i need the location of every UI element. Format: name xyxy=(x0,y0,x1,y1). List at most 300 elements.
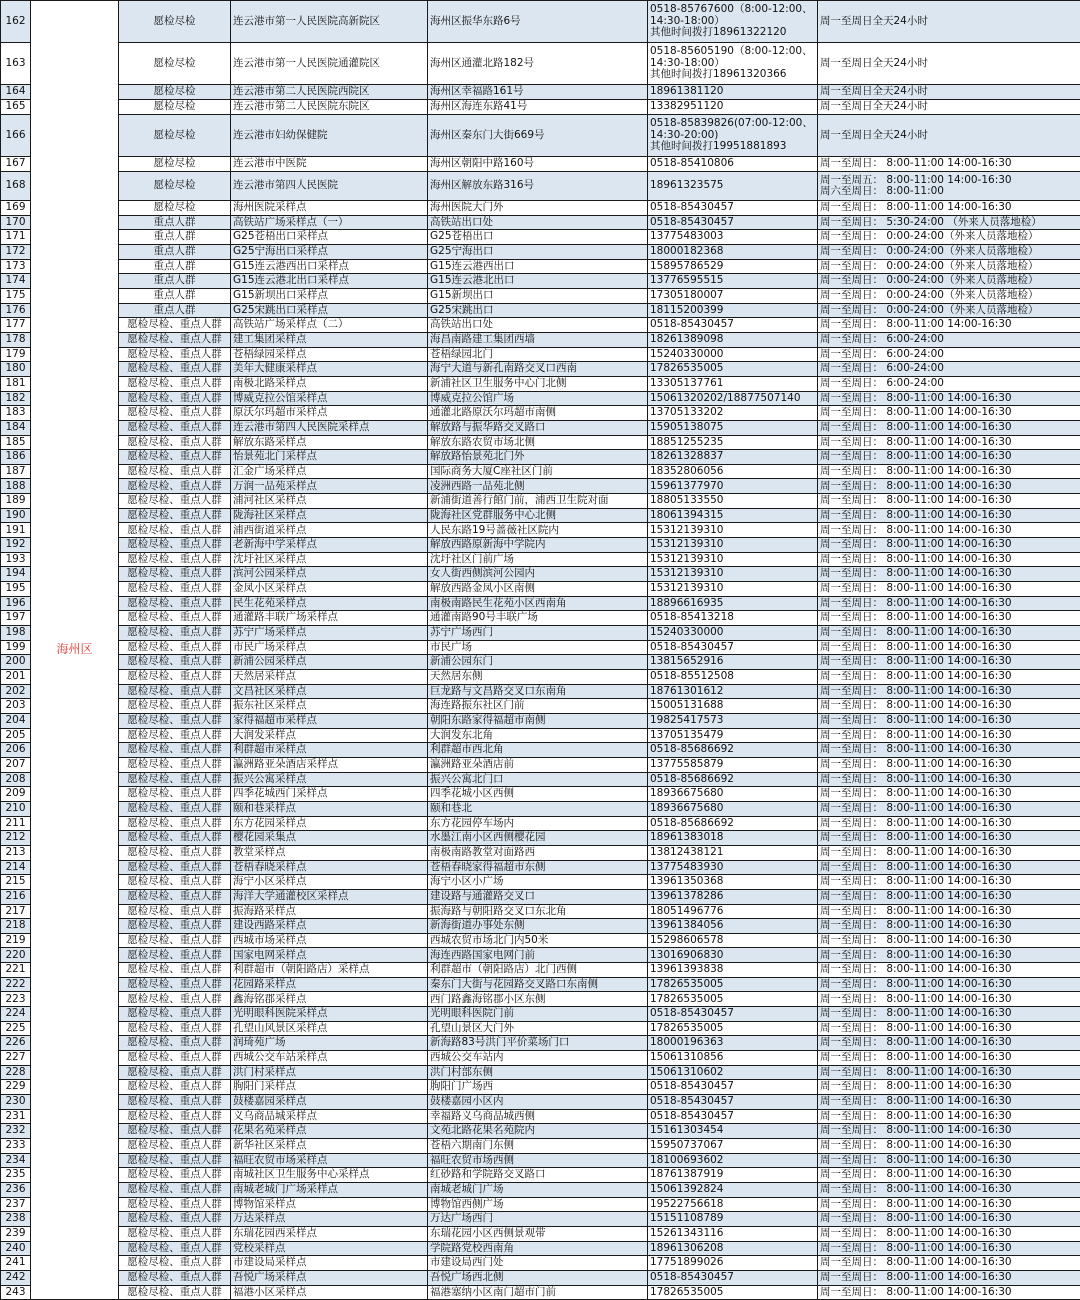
site-name: 孔望山风景区采样点 xyxy=(231,1021,428,1036)
table-row xyxy=(1,332,1080,347)
site-name: 利群超市（朝阳路店）采样点 xyxy=(231,963,428,978)
site-address: 通灌南路90号丰联广场 xyxy=(428,611,648,626)
site-hours-line: 周一至周日： 8:00-11:00 14:00-16:30 xyxy=(820,1067,1078,1079)
row-number: 211 xyxy=(1,816,31,831)
site-name: 南极北路采样点 xyxy=(231,376,428,391)
site-name: 连云港市第一人民医院通灌院区 xyxy=(231,43,428,85)
site-phone xyxy=(648,332,818,347)
table-row xyxy=(1,391,1080,406)
site-phone xyxy=(648,977,818,992)
site-phone xyxy=(648,728,818,743)
site-phone xyxy=(648,538,818,553)
site-address: 瀛洲路亚朵酒店前 xyxy=(428,757,648,772)
site-hours xyxy=(818,655,1080,670)
table-row xyxy=(1,787,1080,802)
site-name: 原沃尔玛超市采样点 xyxy=(231,406,428,421)
site-phone xyxy=(648,259,818,274)
site-address: G15连云港北出口 xyxy=(428,274,648,289)
row-number: 175 xyxy=(1,288,31,303)
site-address: 四季花城小区西侧 xyxy=(428,787,648,802)
site-phone xyxy=(648,1182,818,1197)
site-name: 朐阳门采样点 xyxy=(231,1080,428,1095)
site-hours-line: 周一至周日： 8:00-11:00 14:00-16:30 xyxy=(820,642,1078,654)
site-hours xyxy=(818,259,1080,274)
site-hours xyxy=(818,303,1080,318)
site-hours-line: 周一至周日： 8:00-11:00 14:00-16:30 xyxy=(820,1023,1078,1035)
row-number: 166 xyxy=(1,115,31,157)
site-hours-line: 周一至周日： 8:00-11:00 14:00-16:30 xyxy=(820,627,1078,639)
site-hours-line: 周一至周日： 8:00-11:00 14:00-16:30 xyxy=(820,598,1078,610)
site-hours-line: 周一至周日： 0:00-24:00（外来人员落地检） xyxy=(820,305,1078,317)
test-type: 愿检尽检、重点人群 xyxy=(119,919,231,934)
table-row xyxy=(1,567,1080,582)
site-hours-line: 周一至周日全天24小时 xyxy=(820,101,1078,113)
test-type: 愿检尽检、重点人群 xyxy=(119,831,231,846)
site-address: 女人街西侧滨河公园内 xyxy=(428,567,648,582)
test-type: 愿检尽检、重点人群 xyxy=(119,420,231,435)
site-name: 博威克拉公馆采样点 xyxy=(231,391,428,406)
row-number: 237 xyxy=(1,1197,31,1212)
table-row xyxy=(1,977,1080,992)
site-hours-line: 周一至周日： 8:00-11:00 14:00-16:30 xyxy=(820,466,1078,478)
site-phone xyxy=(648,948,818,963)
site-name: 怡景苑北门采样点 xyxy=(231,450,428,465)
row-number: 203 xyxy=(1,699,31,714)
site-phone-line: 0518-85410806 xyxy=(650,158,815,170)
test-type: 愿检尽检、重点人群 xyxy=(119,904,231,919)
test-type: 愿检尽检、重点人群 xyxy=(119,801,231,816)
site-address: 利群超市西北角 xyxy=(428,743,648,758)
table-row xyxy=(1,919,1080,934)
site-name: 高铁站广场采样点（一） xyxy=(231,215,428,230)
site-phone xyxy=(648,787,818,802)
site-phone xyxy=(648,157,818,172)
site-hours-line: 周一至周日： 8:00-11:00 14:00-16:30 xyxy=(820,964,1078,976)
site-phone-line: 18896616935 xyxy=(650,598,815,610)
site-hours-line: 周一至周日全天24小时 xyxy=(820,86,1078,98)
site-phone-line: 17826535005 xyxy=(650,979,815,991)
site-address: 博威克拉公馆广场 xyxy=(428,391,648,406)
site-hours xyxy=(818,1168,1080,1183)
row-number: 187 xyxy=(1,464,31,479)
site-phone xyxy=(648,1,818,43)
table-row xyxy=(1,1080,1080,1095)
site-hours xyxy=(818,420,1080,435)
site-name: 福旺农贸市场采样点 xyxy=(231,1153,428,1168)
site-name: 洪门村采样点 xyxy=(231,1065,428,1080)
district-cell: 海州区 xyxy=(31,1,119,1300)
table-row xyxy=(1,303,1080,318)
site-phone xyxy=(648,450,818,465)
site-phone-line: 13016906830 xyxy=(650,950,815,962)
site-name: 通灌路丰联广场采样点 xyxy=(231,611,428,626)
site-name: G25苍梧出口采样点 xyxy=(231,230,428,245)
site-phone xyxy=(648,1270,818,1285)
site-name: 高铁站广场采样点（二） xyxy=(231,318,428,333)
site-address: 南城老城门广场 xyxy=(428,1182,648,1197)
test-type: 愿检尽检、重点人群 xyxy=(119,596,231,611)
test-type: 愿检尽检、重点人群 xyxy=(119,1021,231,1036)
site-phone xyxy=(648,904,818,919)
site-phone xyxy=(648,201,818,216)
site-address: 西城公交车站内 xyxy=(428,1051,648,1066)
site-hours xyxy=(818,772,1080,787)
site-hours xyxy=(818,230,1080,245)
test-type: 愿检尽检、重点人群 xyxy=(119,1285,231,1300)
site-name: G25宋跳出口采样点 xyxy=(231,303,428,318)
site-name: 鑫海铭郡采样点 xyxy=(231,992,428,1007)
site-hours xyxy=(818,728,1080,743)
site-phone-line: 13961393838 xyxy=(650,964,815,976)
site-phone xyxy=(648,85,818,100)
table-row xyxy=(1,611,1080,626)
row-number: 196 xyxy=(1,596,31,611)
site-name: G25宁海出口采样点 xyxy=(231,244,428,259)
row-number: 208 xyxy=(1,772,31,787)
site-hours xyxy=(818,1051,1080,1066)
row-number: 188 xyxy=(1,479,31,494)
table-row xyxy=(1,948,1080,963)
row-number: 168 xyxy=(1,172,31,201)
site-hours xyxy=(818,244,1080,259)
table-row xyxy=(1,626,1080,641)
site-phone-line: 15312139310 xyxy=(650,554,815,566)
table-row xyxy=(1,963,1080,978)
site-address: G15连云港西出口 xyxy=(428,259,648,274)
site-hours-line: 周一至周日： 8:00-11:00 14:00-16:30 xyxy=(820,671,1078,683)
site-phone-line: 15061310602 xyxy=(650,1067,815,1079)
table-row xyxy=(1,230,1080,245)
site-phone xyxy=(648,684,818,699)
site-hours-line: 周一至周日： 8:00-11:00 14:00-16:30 xyxy=(820,994,1078,1006)
site-address: 福港塞纳小区南门超市门前 xyxy=(428,1285,648,1300)
site-address: 高铁站出口处 xyxy=(428,318,648,333)
row-number: 243 xyxy=(1,1285,31,1300)
row-number: 216 xyxy=(1,889,31,904)
site-phone-line: 13705133202 xyxy=(650,407,815,419)
site-phone-line: 14:30-18:00） xyxy=(650,16,815,28)
test-type: 愿检尽检、重点人群 xyxy=(119,655,231,670)
table-row xyxy=(1,1270,1080,1285)
site-phone-line: 15895786529 xyxy=(650,261,815,273)
site-hours-line: 周一至周日： 8:00-11:00 14:00-16:30 xyxy=(820,422,1078,434)
row-number: 219 xyxy=(1,933,31,948)
site-phone-line: 0518-85430457 xyxy=(650,202,815,214)
table-row xyxy=(1,85,1080,100)
test-type: 愿检尽检 xyxy=(119,115,231,157)
site-phone xyxy=(648,376,818,391)
site-hours xyxy=(818,582,1080,597)
site-address: 振兴公寓北门口 xyxy=(428,772,648,787)
site-phone-line: 0518-85430457 xyxy=(650,1081,815,1093)
site-hours xyxy=(818,43,1080,85)
table-row xyxy=(1,1212,1080,1227)
row-number: 178 xyxy=(1,332,31,347)
site-hours xyxy=(818,831,1080,846)
row-number: 235 xyxy=(1,1168,31,1183)
test-type: 重点人群 xyxy=(119,259,231,274)
site-address: 西城农贸市场北门内50米 xyxy=(428,933,648,948)
site-phone xyxy=(648,115,818,157)
site-hours-line: 周一至周日： 0:00-24:00（外来人员落地检） xyxy=(820,290,1078,302)
site-hours-line: 周一至周日： 8:00-11:00 14:00-16:30 xyxy=(820,847,1078,859)
test-type: 愿检尽检 xyxy=(119,201,231,216)
table-row xyxy=(1,362,1080,377)
table-row xyxy=(1,728,1080,743)
site-name: 花园路采样点 xyxy=(231,977,428,992)
site-name: 四季花城西门采样点 xyxy=(231,787,428,802)
site-phone-line: 0518-85430457 xyxy=(650,1008,815,1020)
table-row xyxy=(1,816,1080,831)
site-hours xyxy=(818,1212,1080,1227)
site-address: 新海路83号洪门平价菜场门口 xyxy=(428,1036,648,1051)
table-body xyxy=(1,1,1080,1300)
site-phone xyxy=(648,288,818,303)
table-row xyxy=(1,1051,1080,1066)
site-address: 天然居东侧 xyxy=(428,670,648,685)
site-hours-line: 周一至周日： 8:00-11:00 14:00-16:30 xyxy=(820,202,1078,214)
site-phone-line: 19522756618 xyxy=(650,1199,815,1211)
site-phone xyxy=(648,963,818,978)
site-phone xyxy=(648,43,818,85)
table-row xyxy=(1,831,1080,846)
site-address: 建设路与通灌路交叉口 xyxy=(428,889,648,904)
row-number: 214 xyxy=(1,860,31,875)
site-phone-line: 其他时间拨打18961322120 xyxy=(650,27,815,39)
site-hours-line: 周一至周日： 8:00-11:00 14:00-16:30 xyxy=(820,1125,1078,1137)
site-phone-line: 15950737067 xyxy=(650,1140,815,1152)
site-phone-line: 18961381120 xyxy=(650,86,815,98)
site-phone-line: 15312139310 xyxy=(650,539,815,551)
site-phone xyxy=(648,1124,818,1139)
table-row xyxy=(1,115,1080,157)
site-address: 巨龙路与文昌路交叉口东南角 xyxy=(428,684,648,699)
row-number: 204 xyxy=(1,713,31,728)
test-type: 愿检尽检、重点人群 xyxy=(119,743,231,758)
row-number: 163 xyxy=(1,43,31,85)
row-number: 165 xyxy=(1,100,31,115)
site-name: 东方花园采样点 xyxy=(231,816,428,831)
table-row xyxy=(1,670,1080,685)
table-row xyxy=(1,347,1080,362)
site-phone xyxy=(648,508,818,523)
test-type: 愿检尽检、重点人群 xyxy=(119,860,231,875)
test-type: 愿检尽检 xyxy=(119,85,231,100)
test-type: 愿检尽检、重点人群 xyxy=(119,582,231,597)
site-hours-line: 周一至周日： 8:00-11:00 14:00-16:30 xyxy=(820,774,1078,786)
test-type: 愿检尽检、重点人群 xyxy=(119,391,231,406)
site-address: 凌洲西路一品苑北侧 xyxy=(428,479,648,494)
site-hours-line: 周一至周日： 6:00-24:00 xyxy=(820,349,1078,361)
test-type: 愿检尽检、重点人群 xyxy=(119,1168,231,1183)
test-type: 愿检尽检、重点人群 xyxy=(119,1124,231,1139)
row-number: 223 xyxy=(1,992,31,1007)
site-hours-line: 周一至周日： 8:00-11:00 14:00-16:30 xyxy=(820,920,1078,932)
site-address: 新浦公园东门 xyxy=(428,655,648,670)
row-number: 210 xyxy=(1,801,31,816)
test-type: 愿检尽检、重点人群 xyxy=(119,376,231,391)
site-name: 连云港市第二人民医院东院区 xyxy=(231,100,428,115)
site-hours xyxy=(818,157,1080,172)
site-hours-line: 周一至周日全天24小时 xyxy=(820,58,1078,70)
site-hours-line: 周一至周日： 8:00-11:00 14:00-16:30 xyxy=(820,1257,1078,1269)
site-phone xyxy=(648,567,818,582)
test-type: 愿检尽检、重点人群 xyxy=(119,567,231,582)
site-hours xyxy=(818,699,1080,714)
test-type: 愿检尽检、重点人群 xyxy=(119,1036,231,1051)
table-row xyxy=(1,1095,1080,1110)
row-number: 239 xyxy=(1,1226,31,1241)
site-phone xyxy=(648,1168,818,1183)
site-phone xyxy=(648,1197,818,1212)
site-address: 解放东路农贸市场北侧 xyxy=(428,435,648,450)
site-name: 万达采样点 xyxy=(231,1212,428,1227)
site-name: 西城公交车站采样点 xyxy=(231,1051,428,1066)
site-address: 新浦社区卫生服务中心门北侧 xyxy=(428,376,648,391)
site-address: 新浦街道善行館门前，浦西卫生院对面 xyxy=(428,494,648,509)
table-row xyxy=(1,244,1080,259)
site-hours-line: 周一至周日： 8:00-11:00 14:00-16:30 xyxy=(820,862,1078,874)
site-hours xyxy=(818,552,1080,567)
site-address: 海州区海连东路41号 xyxy=(428,100,648,115)
test-type: 愿检尽检、重点人群 xyxy=(119,1241,231,1256)
test-type: 愿检尽检、重点人群 xyxy=(119,1270,231,1285)
row-number: 234 xyxy=(1,1153,31,1168)
row-number: 170 xyxy=(1,215,31,230)
row-number: 212 xyxy=(1,831,31,846)
test-type: 愿检尽检、重点人群 xyxy=(119,1153,231,1168)
site-hours-line: 周一至周日： 8:00-11:00 14:00-16:30 xyxy=(820,1228,1078,1240)
site-name: 义乌商品城采样点 xyxy=(231,1109,428,1124)
site-hours-line: 周一至周日： 6:00-24:00 xyxy=(820,363,1078,375)
site-phone xyxy=(648,1212,818,1227)
test-type: 愿检尽检 xyxy=(119,157,231,172)
site-hours xyxy=(818,919,1080,934)
site-hours-line: 周一至周日： 8:00-11:00 14:00-16:30 xyxy=(820,554,1078,566)
site-hours xyxy=(818,508,1080,523)
test-type: 愿检尽检、重点人群 xyxy=(119,523,231,538)
table-row xyxy=(1,845,1080,860)
site-name: 东瑞花园西采样点 xyxy=(231,1226,428,1241)
table-row xyxy=(1,772,1080,787)
site-hours-line: 周一至周日： 0:00-24:00（外来人员落地检） xyxy=(820,261,1078,273)
site-phone-line: 13812438121 xyxy=(650,847,815,859)
site-hours-line: 周一至周日： 5:30-24:00 （外来人员落地检） xyxy=(820,217,1078,229)
site-name: 文昌社区采样点 xyxy=(231,684,428,699)
site-name: 颐和巷采样点 xyxy=(231,801,428,816)
test-type: 愿检尽检、重点人群 xyxy=(119,450,231,465)
site-name: 连云港市第二人民医院西院区 xyxy=(231,85,428,100)
site-hours xyxy=(818,347,1080,362)
site-hours xyxy=(818,523,1080,538)
row-number: 180 xyxy=(1,362,31,377)
site-address: 西门路鑫海铭郡小区东侧 xyxy=(428,992,648,1007)
test-type: 愿检尽检、重点人群 xyxy=(119,713,231,728)
site-phone xyxy=(648,406,818,421)
site-phone xyxy=(648,845,818,860)
site-hours xyxy=(818,115,1080,157)
row-number: 226 xyxy=(1,1036,31,1051)
site-address: 海宁小区小广场 xyxy=(428,875,648,890)
table-row xyxy=(1,1065,1080,1080)
test-type: 愿检尽检 xyxy=(119,100,231,115)
test-type: 重点人群 xyxy=(119,230,231,245)
site-phone-line: 15005131688 xyxy=(650,700,815,712)
site-address: 红砂路和学院路交叉路口 xyxy=(428,1168,648,1183)
site-name: 万润一品苑采样点 xyxy=(231,479,428,494)
table-row xyxy=(1,860,1080,875)
row-number: 215 xyxy=(1,875,31,890)
site-phone xyxy=(648,172,818,201)
row-number: 174 xyxy=(1,274,31,289)
test-type: 愿检尽检、重点人群 xyxy=(119,347,231,362)
site-phone-line: 15061310856 xyxy=(650,1052,815,1064)
row-number: 241 xyxy=(1,1256,31,1271)
site-hours xyxy=(818,1139,1080,1154)
site-name: 国家电网采样点 xyxy=(231,948,428,963)
site-phone xyxy=(648,919,818,934)
test-type: 愿检尽检、重点人群 xyxy=(119,435,231,450)
site-phone-line: 17305180007 xyxy=(650,290,815,302)
site-hours-line: 周一至周日： 8:00-11:00 14:00-16:30 xyxy=(820,1096,1078,1108)
site-hours xyxy=(818,450,1080,465)
site-hours xyxy=(818,787,1080,802)
site-hours xyxy=(818,172,1080,201)
site-name: 海宁小区采样点 xyxy=(231,875,428,890)
site-phone-line: 17826535005 xyxy=(650,1023,815,1035)
table-row xyxy=(1,1021,1080,1036)
site-hours xyxy=(818,845,1080,860)
site-phone-line: 0518-85430457 xyxy=(650,319,815,331)
site-phone xyxy=(648,435,818,450)
site-hours-line: 周一至周日： 8:00-11:00 14:00-16:30 xyxy=(820,539,1078,551)
site-phone-line: 18115200399 xyxy=(650,305,815,317)
row-number: 221 xyxy=(1,963,31,978)
site-address: 海州区朝阳中路160号 xyxy=(428,157,648,172)
site-phone xyxy=(648,1007,818,1022)
row-number: 209 xyxy=(1,787,31,802)
site-hours-line: 周一至周日： 8:00-11:00 14:00-16:30 xyxy=(820,393,1078,405)
table-row xyxy=(1,1,1080,43)
site-hours xyxy=(818,713,1080,728)
row-number: 197 xyxy=(1,611,31,626)
site-hours-line: 周一至周日： 8:00-11:00 14:00-16:30 xyxy=(820,1213,1078,1225)
site-hours xyxy=(818,1226,1080,1241)
row-number: 213 xyxy=(1,845,31,860)
site-phone-line: 13775483930 xyxy=(650,862,815,874)
site-phone-line: 18961323575 xyxy=(650,180,815,192)
test-type: 愿检尽检、重点人群 xyxy=(119,362,231,377)
site-phone-line: 15261343116 xyxy=(650,1228,815,1240)
table-row xyxy=(1,274,1080,289)
site-phone xyxy=(648,655,818,670)
site-name: 利群超市采样点 xyxy=(231,743,428,758)
site-phone-line: 13775483003 xyxy=(650,231,815,243)
site-hours xyxy=(818,1241,1080,1256)
site-address: 海州医院大门外 xyxy=(428,201,648,216)
site-hours xyxy=(818,1,1080,43)
site-phone xyxy=(648,743,818,758)
site-phone xyxy=(648,713,818,728)
site-address: 吾悦广场西北侧 xyxy=(428,1270,648,1285)
test-type: 愿检尽检、重点人群 xyxy=(119,1212,231,1227)
site-hours xyxy=(818,332,1080,347)
site-address: 东瑞花园小区西侧景观带 xyxy=(428,1226,648,1241)
table-row xyxy=(1,1109,1080,1124)
site-hours xyxy=(818,288,1080,303)
table-row xyxy=(1,1285,1080,1300)
row-number: 191 xyxy=(1,523,31,538)
